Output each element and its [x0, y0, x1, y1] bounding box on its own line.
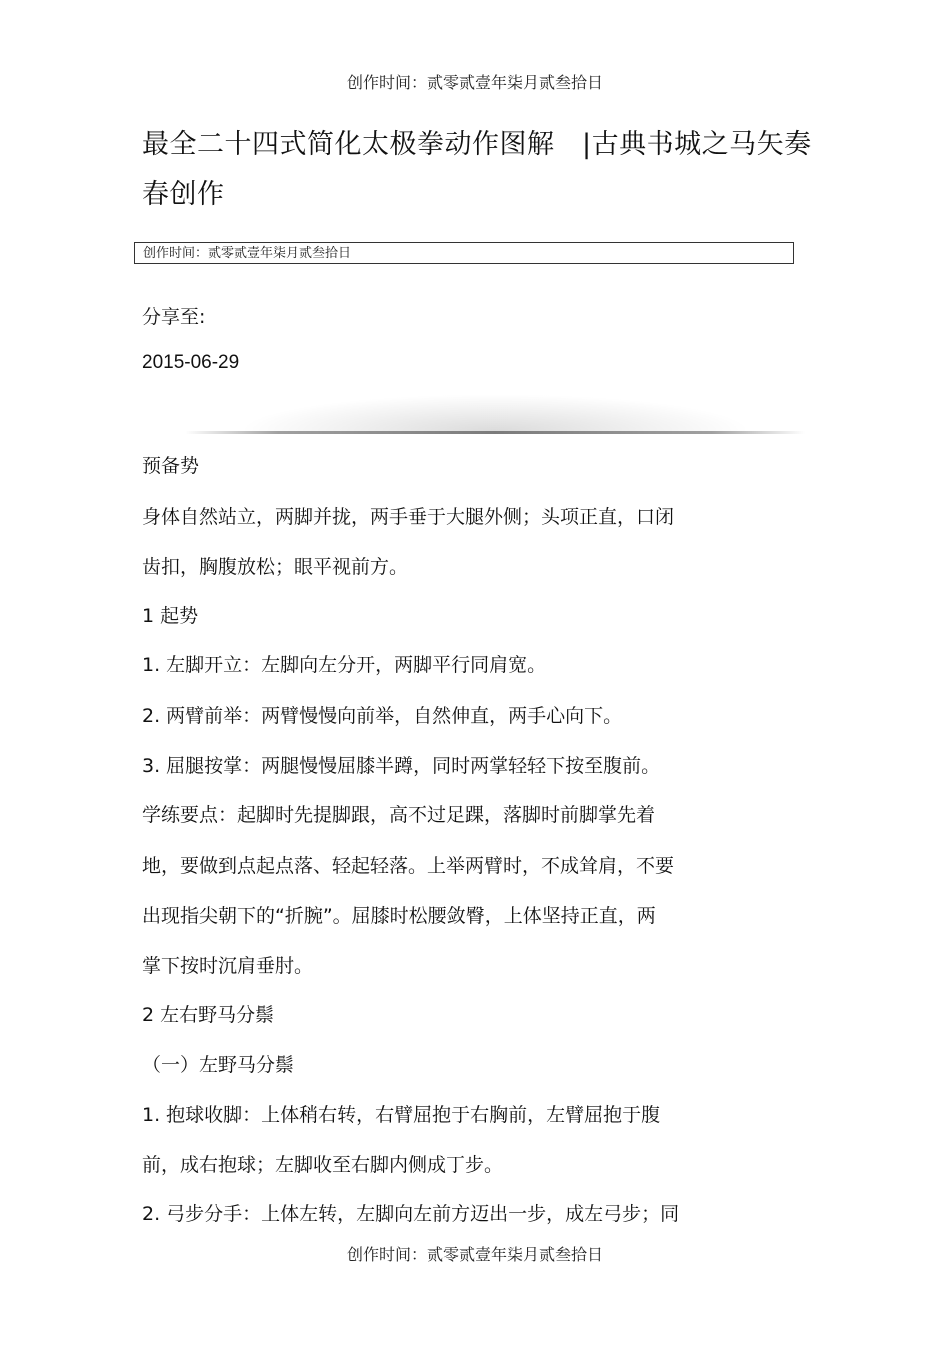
divider-line — [185, 431, 805, 434]
step-line: 2. 两臂前举：两臂慢慢向前举，自然伸直，两手心向下。 — [142, 705, 623, 727]
key-points-line: 出现指尖朝下的“折腕”。屈膝时松腰敛臀，上体坚持正直，两 — [142, 905, 656, 927]
step-line: 3. 屈腿按掌：两腿慢慢屈膝半蹲，同时两掌轻轻下按至腹前。 — [142, 755, 661, 777]
creation-time-box: 创作时间：贰零贰壹年柒月贰叁拾日 — [134, 242, 794, 264]
section-heading-preparation: 预备势 — [142, 455, 200, 477]
paragraph-line: 身体自然站立，两脚并拢，两手垂于大腿外侧；头项正直，口闭 — [142, 506, 675, 528]
step-line: 1. 抱球收脚：上体稍右转，右臂屈抱于右胸前，左臂屈抱于腹 — [142, 1104, 661, 1126]
article-title: 最全二十四式简化太极拳动作图解 |古典书城之马矢奏春创作 — [142, 129, 812, 210]
paragraph-line: 齿扣，胸腹放松；眼平视前方。 — [142, 556, 409, 578]
key-points-line: 掌下按时沉肩垂肘。 — [142, 955, 314, 977]
share-label: 分享至: — [142, 306, 206, 328]
key-points-line: 学练要点：起脚时先提脚跟，高不过足踝，落脚时前脚掌先着 — [142, 804, 656, 826]
subsection-heading: （一）左野马分鬃 — [142, 1054, 295, 1076]
divider-shadow — [245, 395, 745, 431]
page-header: 创作时间：贰零贰壹年柒月贰叁拾日 — [346, 73, 603, 92]
publish-date: 2015-06-29 — [142, 352, 240, 373]
key-points-line: 地，要做到点起点落、轻起轻落。上举两臂时，不成耸肩，不要 — [142, 855, 675, 877]
section-divider — [185, 395, 805, 443]
step-line: 1. 左脚开立：左脚向左分开，两脚平行同肩宽。 — [142, 654, 547, 676]
section-heading-commencing: 1 起势 — [142, 605, 199, 627]
step-line: 前，成右抱球；左脚收至右脚内侧成丁步。 — [142, 1154, 504, 1176]
section-heading-wild-horse: 2 左右野马分鬃 — [142, 1004, 275, 1026]
page-footer: 创作时间：贰零贰壹年柒月贰叁拾日 — [346, 1245, 603, 1264]
step-line: 2. 弓步分手：上体左转，左脚向左前方迈出一步，成左弓步；同 — [142, 1203, 680, 1225]
